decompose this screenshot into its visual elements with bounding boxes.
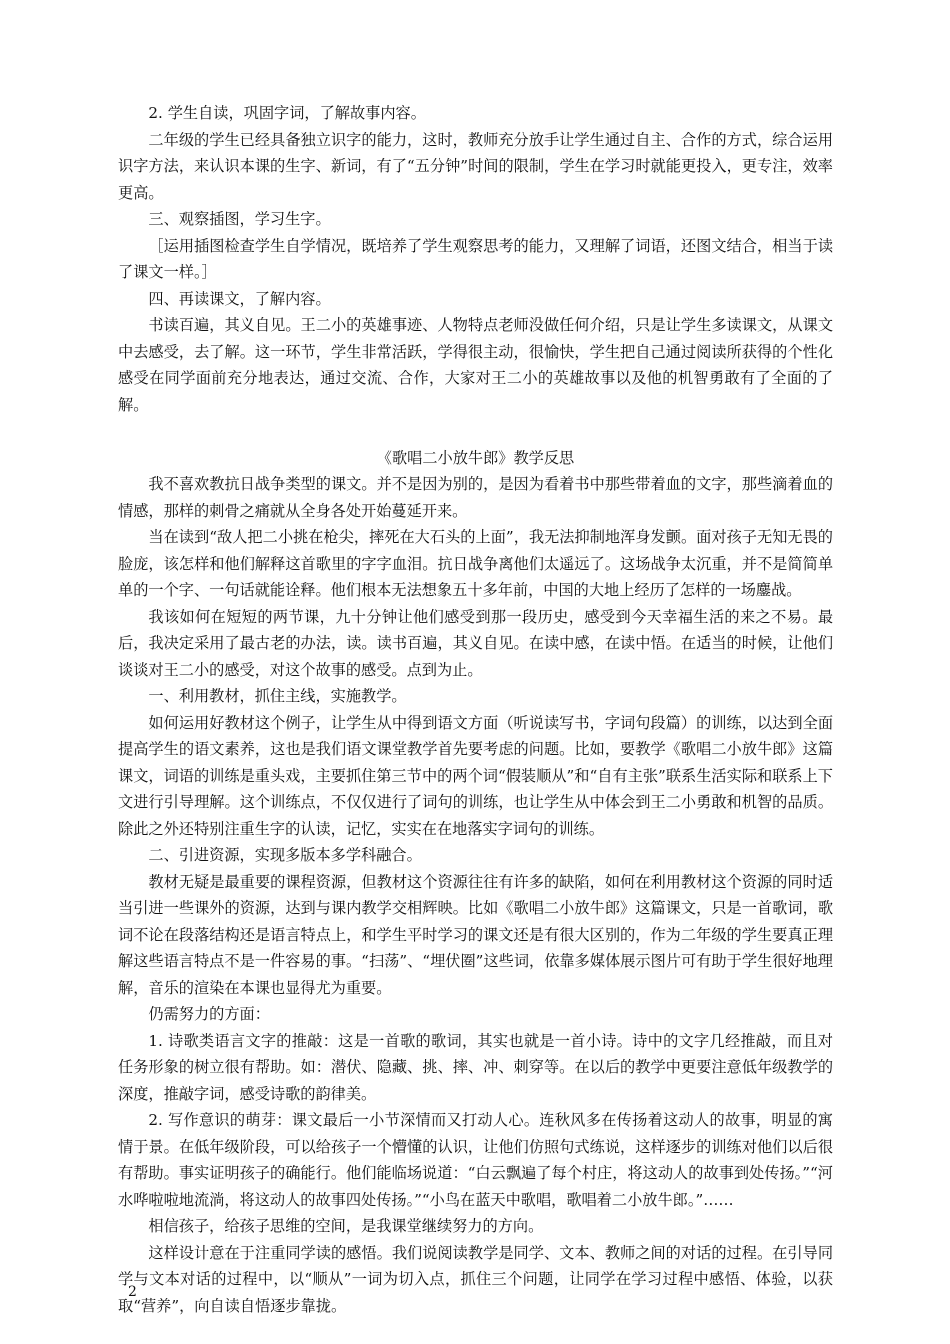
paragraph: 1. 诗歌类语言文字的推敲：这是一首歌的歌词，其实也就是一首小诗。诗中的文字几经推敲，而且对任务形象的树立很有帮助。如：潜伏、隐藏、挑、摔、冲、刺穿等。在以后的教学中更要注意低年级教学的深度，推敲字词，感受诗歌的韵律美。	[118, 1031, 833, 1103]
page-number: 2	[128, 1284, 137, 1300]
paragraph: 如何运用好教材这个例子，让学生从中得到语文方面（听说读写书，字词句段篇）的训练，以达到全面提高学生的语文素养，这也是我们语文课堂教学首先要考虑的问题。比如，要教学《歌唱二小放牛郎》这篇课文，词语的训练是重头戏，主要抓住第三节中的两个词“假装顺从”和“自有主张”联系生活实际和联系上下文进行引导理解。这个训练点，不仅仅进行了词句的训练，也让学生从中体会到王二小勇敢和机智的品质。除此之外还特别注重生字的认读，记忆，实实在在地落实字词句的训练。	[118, 713, 833, 838]
paragraph: 仍需努力的方面：	[148, 1005, 270, 1023]
paragraph: 相信孩子，给孩子思维的空间，是我课堂继续努力的方向。	[148, 1217, 544, 1235]
paragraph: 这样设计意在于注重同学读的感悟。我们说阅读教学是同学、文本、教师之间的对话的过程。在引导同学与文本对话的过程中，以“顺从”一词为切入点，抓住三个问题，让同学在学习过程中感悟、体验，以获取“营养”，向自读自悟逐步靠拢。	[118, 1243, 833, 1315]
section-title: 《歌唱二小放牛郎》教学反思	[376, 448, 575, 467]
paragraph: 我不喜欢教抗日战争类型的课文。并不是因为别的，是因为看着书中那些带着血的文字，那些滴着血的情感，那样的刺骨之痛就从全身各处开始蔓延开来。	[118, 475, 833, 520]
paragraph: 书读百遍，其义自见。王二小的英雄事迹、人物特点老师没做任何介绍，只是让学生多读课文，从课文中去感受，去了解。这一环节，学生非常活跃，学得很主动，很愉快，学生把自己通过阅读所获得的个性化感受在同学面前充分地表达，通过交流、合作，大家对王二小的英雄故事以及他的机智勇敢有了全面的了解。	[118, 316, 833, 414]
paragraph: 二、引进资源，实现多版本多学科融合。	[148, 846, 422, 864]
paragraph: 当在读到“敌人把二小挑在枪尖，摔死在大石头的上面”，我无法抑制地浑身发颤。面对孩子无知无畏的脸庞，该怎样和他们解释这首歌里的字字血泪。抗日战争离他们太遥远了。这场战争太沉重，并不是简简单单的一个字、一句话就能诠释。他们根本无法想象五十多年前，中国的大地上经历了怎样的一场鏖战。	[118, 528, 833, 599]
document-body	[118, 100, 833, 1319]
paragraph: 四、再读课文，了解内容。	[148, 289, 331, 308]
paragraph: 2. 写作意识的萌芽：课文最后一小节深情而又打动人心。连秋风多在传扬着这动人的故事，明显的寓情于景。在低年级阶段，可以给孩子一个懵懂的认识，让他们仿照句式练说，这样逐步的训练对他们以后很有帮助。事实证明孩子的确能行。他们能临场说道：“白云飘遍了每个村庄，将这动人的故事到处传扬。”“河水哗啦啦地流淌，将这动人的故事四处传扬。”“小鸟在蓝天中歌唱，歌唱着二小放牛郎。”……	[118, 1111, 833, 1209]
paragraph: 三、观察插图，学习生字。	[148, 210, 331, 228]
paragraph: 2. 学生自读，巩固字词，了解故事内容。	[148, 104, 426, 122]
paragraph: ［运用插图检查学生自学情况，既培养了学生观察思考的能力，又理解了词语，还图文结合，相当于读了课文一样。］	[118, 236, 833, 281]
paragraph: 教材无疑是最重要的课程资源，但教材这个资源往往有许多的缺陷，如何在利用教材这个资源的同时适当引进一些课外的资源，达到与课内教学交相辉映。比如《歌唱二小放牛郎》这篇课文，只是一首歌词，歌词不论在段落结构还是语言特点上，和学生平时学习的课文还是有很大区别的，作为二年级的学生要真正理解这些语言特点不是一件容易的事。“扫荡”、“埋伏圈”这些词，依靠多媒体展示图片可有助于学生很好地理解，音乐的渲染在本课也显得尤为重要。	[118, 872, 833, 997]
paragraph: 一、利用教材，抓住主线，实施教学。	[148, 687, 407, 705]
paragraph: 我该如何在短短的两节课，九十分钟让他们感受到那一段历史，感受到今天幸福生活的来之不易。最后，我决定采用了最古老的办法，读。读书百遍，其义自见。在读中感，在读中悟。在适当的时候，让他们谈谈对王二小的感受，对这个故事的感受。点到为止。	[118, 607, 833, 679]
paragraph: 二年级的学生已经具备独立识字的能力，这时，教师充分放手让学生通过自主、合作的方式，综合运用识字方法，来认识本课的生字、新词，有了“五分钟”时间的限制，学生在学习时就能更投入，更专注，效率更高。	[118, 130, 833, 202]
blank-line	[118, 418, 833, 445]
